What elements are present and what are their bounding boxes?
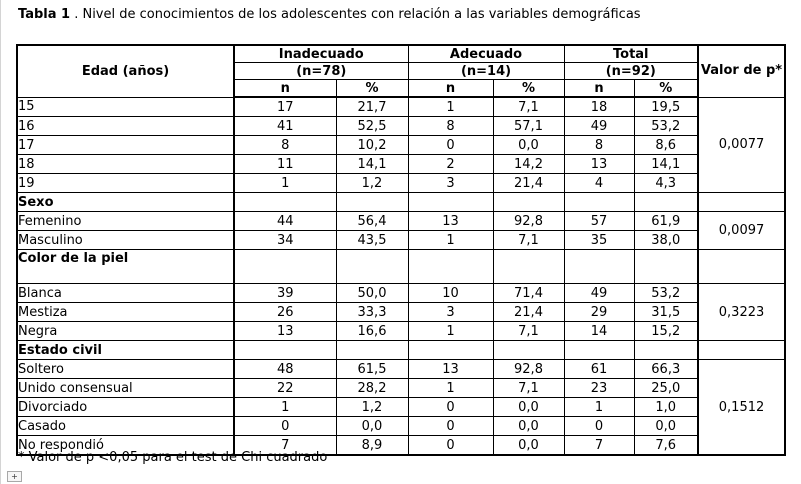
header-valor-p: Valor de p*: [698, 45, 785, 97]
cell: 0: [408, 398, 493, 417]
cell: 15,2: [634, 322, 698, 341]
empty-cell: [408, 193, 493, 212]
cell: 39: [234, 284, 336, 303]
empty-cell: [564, 193, 634, 212]
cell: 44: [234, 212, 336, 231]
cell: 11: [234, 155, 336, 174]
row-label: Negra: [17, 322, 234, 341]
cell: 1,2: [336, 398, 408, 417]
row-label: No respondió: [17, 436, 234, 456]
cell: 21,7: [336, 97, 408, 117]
table-row: [17, 117, 785, 136]
cell: 13: [408, 360, 493, 379]
cell: 49: [564, 117, 634, 136]
p-value-cell: 0,1512: [698, 360, 785, 456]
cell: 49: [564, 284, 634, 303]
cell: 35: [564, 231, 634, 250]
p-value-cell: 0,0077: [698, 97, 785, 193]
row-label: 16: [17, 117, 234, 136]
cell: 48: [234, 360, 336, 379]
cell: 7,6: [634, 436, 698, 456]
subheader-pct: %: [493, 80, 564, 98]
cell: 18: [564, 97, 634, 117]
cell: 7,1: [493, 97, 564, 117]
header-n78: (n=78): [234, 63, 408, 80]
cell: 8: [234, 136, 336, 155]
cell: 21,4: [493, 303, 564, 322]
cell: 28,2: [336, 379, 408, 398]
table-row: [17, 322, 785, 341]
cell: 92,8: [493, 360, 564, 379]
p-value-cell: 0,3223: [698, 284, 785, 341]
cell: 0,0: [493, 136, 564, 155]
cell: 56,4: [336, 212, 408, 231]
cell: 14,1: [336, 155, 408, 174]
cell: 25,0: [634, 379, 698, 398]
header-total: Total: [564, 45, 698, 63]
subheader-pct: %: [634, 80, 698, 98]
subheader-pct: %: [336, 80, 408, 98]
row-label: Unido consensual: [17, 379, 234, 398]
cell: 14,2: [493, 155, 564, 174]
cell: 8: [408, 117, 493, 136]
table-row: [17, 136, 785, 155]
header-row-group: [17, 45, 785, 63]
row-label: Soltero: [17, 360, 234, 379]
row-label: Blanca: [17, 284, 234, 303]
cell: 71,4: [493, 284, 564, 303]
section-row-piel: [17, 250, 785, 284]
header-adecuado: Adecuado: [408, 45, 564, 63]
cell: 1,0: [634, 398, 698, 417]
cell: 21,4: [493, 174, 564, 193]
empty-cell: [564, 341, 634, 360]
table-row: [17, 360, 785, 379]
row-label: Mestiza: [17, 303, 234, 322]
cell: 17: [234, 97, 336, 117]
cell: 1: [234, 174, 336, 193]
cell: 13: [408, 212, 493, 231]
empty-cell: [634, 193, 698, 212]
section-label: Estado civil: [17, 341, 234, 360]
footnote: * Valor de p <0,05 para el test de Chi cuadrado: [18, 450, 328, 465]
header-n14: (n=14): [408, 63, 564, 80]
table-row: [17, 155, 785, 174]
cell: 13: [564, 155, 634, 174]
table-number-label: Tabla 1: [18, 7, 71, 22]
cell: 7,1: [493, 379, 564, 398]
header-inadecuado: Inadecuado: [234, 45, 408, 63]
empty-cell: [698, 193, 785, 212]
header-edad: Edad (años): [17, 45, 234, 97]
cell: 41: [234, 117, 336, 136]
empty-cell: [336, 341, 408, 360]
cell: 38,0: [634, 231, 698, 250]
cell: 61: [564, 360, 634, 379]
section-row-sexo: [17, 193, 785, 212]
cell: 2: [408, 155, 493, 174]
cell: 1: [234, 398, 336, 417]
cell: 1: [408, 231, 493, 250]
subheader-n: n: [564, 80, 634, 98]
cell: 61,9: [634, 212, 698, 231]
cell: 43,5: [336, 231, 408, 250]
table-title: [18, 7, 641, 22]
subheader-n: n: [234, 80, 336, 98]
cell: 0,0: [493, 436, 564, 456]
empty-cell: [234, 341, 336, 360]
cell: 0,0: [493, 417, 564, 436]
cell: 23: [564, 379, 634, 398]
empty-cell: [698, 341, 785, 360]
empty-cell: [408, 250, 493, 284]
header-n92: (n=92): [564, 63, 698, 80]
cell: 10,2: [336, 136, 408, 155]
cell: 14,1: [634, 155, 698, 174]
cell: 0: [408, 136, 493, 155]
cell: 14: [564, 322, 634, 341]
row-label: 17: [17, 136, 234, 155]
cell: 19,5: [634, 97, 698, 117]
row-label: Casado: [17, 417, 234, 436]
cell: 7,1: [493, 231, 564, 250]
cell: 52,5: [336, 117, 408, 136]
cell: 22: [234, 379, 336, 398]
cell: 50,0: [336, 284, 408, 303]
cell: 7,1: [493, 322, 564, 341]
cell: 0,0: [336, 417, 408, 436]
cell: 31,5: [634, 303, 698, 322]
cell: 53,2: [634, 117, 698, 136]
cell: 92,8: [493, 212, 564, 231]
cell: 3: [408, 174, 493, 193]
empty-cell: [408, 341, 493, 360]
table-row: [17, 231, 785, 250]
cell: 66,3: [634, 360, 698, 379]
cell: 53,2: [634, 284, 698, 303]
cell: 1: [408, 97, 493, 117]
cell: 26: [234, 303, 336, 322]
cell: 13: [234, 322, 336, 341]
cell: 7: [564, 436, 634, 456]
cell: 8: [564, 136, 634, 155]
cell: 16,6: [336, 322, 408, 341]
row-label: 15: [17, 97, 234, 117]
cell: 8,9: [336, 436, 408, 456]
empty-cell: [336, 193, 408, 212]
empty-cell: [634, 250, 698, 284]
p-value-cell: 0,0097: [698, 212, 785, 250]
image-placeholder-glyph: +: [11, 472, 18, 481]
row-label: 19: [17, 174, 234, 193]
table-row: [17, 398, 785, 417]
cell: 0: [564, 417, 634, 436]
demographics-table: [16, 44, 786, 456]
subheader-n: n: [408, 80, 493, 98]
section-row-civil: [17, 341, 785, 360]
cell: 33,3: [336, 303, 408, 322]
cell: 34: [234, 231, 336, 250]
table-row: [17, 379, 785, 398]
cell: 8,6: [634, 136, 698, 155]
section-label: Color de la piel: [17, 250, 234, 284]
table-row: [17, 174, 785, 193]
cell: 10: [408, 284, 493, 303]
cell: 0: [408, 436, 493, 456]
empty-cell: [336, 250, 408, 284]
empty-cell: [698, 250, 785, 284]
cell: 0: [234, 417, 336, 436]
empty-cell: [234, 250, 336, 284]
empty-cell: [564, 250, 634, 284]
cell: 57,1: [493, 117, 564, 136]
cell: 0: [408, 417, 493, 436]
cell: 4: [564, 174, 634, 193]
section-label: Sexo: [17, 193, 234, 212]
cell: 1,2: [336, 174, 408, 193]
row-label: 18: [17, 155, 234, 174]
empty-cell: [493, 250, 564, 284]
cell: 7: [234, 436, 336, 456]
cell: 0,0: [634, 417, 698, 436]
empty-cell: [493, 193, 564, 212]
table-row: [17, 97, 785, 117]
cell: 1: [408, 379, 493, 398]
cell: 3: [408, 303, 493, 322]
table-caption-text: . Nivel de conocimientos de los adolescentes con relación a las variables demográficas: [70, 7, 641, 22]
table-row: [17, 284, 785, 303]
empty-cell: [634, 341, 698, 360]
cell: 0,0: [493, 398, 564, 417]
table-row: [17, 212, 785, 231]
row-label: Divorciado: [17, 398, 234, 417]
empty-cell: [493, 341, 564, 360]
cell: 57: [564, 212, 634, 231]
table-row: [17, 303, 785, 322]
empty-cell: [234, 193, 336, 212]
table-row: [17, 417, 785, 436]
cell: 29: [564, 303, 634, 322]
row-label: Masculino: [17, 231, 234, 250]
cell: 4,3: [634, 174, 698, 193]
cell: 1: [564, 398, 634, 417]
cell: 61,5: [336, 360, 408, 379]
cell: 1: [408, 322, 493, 341]
row-label: Femenino: [17, 212, 234, 231]
image-placeholder-icon: [7, 471, 22, 482]
